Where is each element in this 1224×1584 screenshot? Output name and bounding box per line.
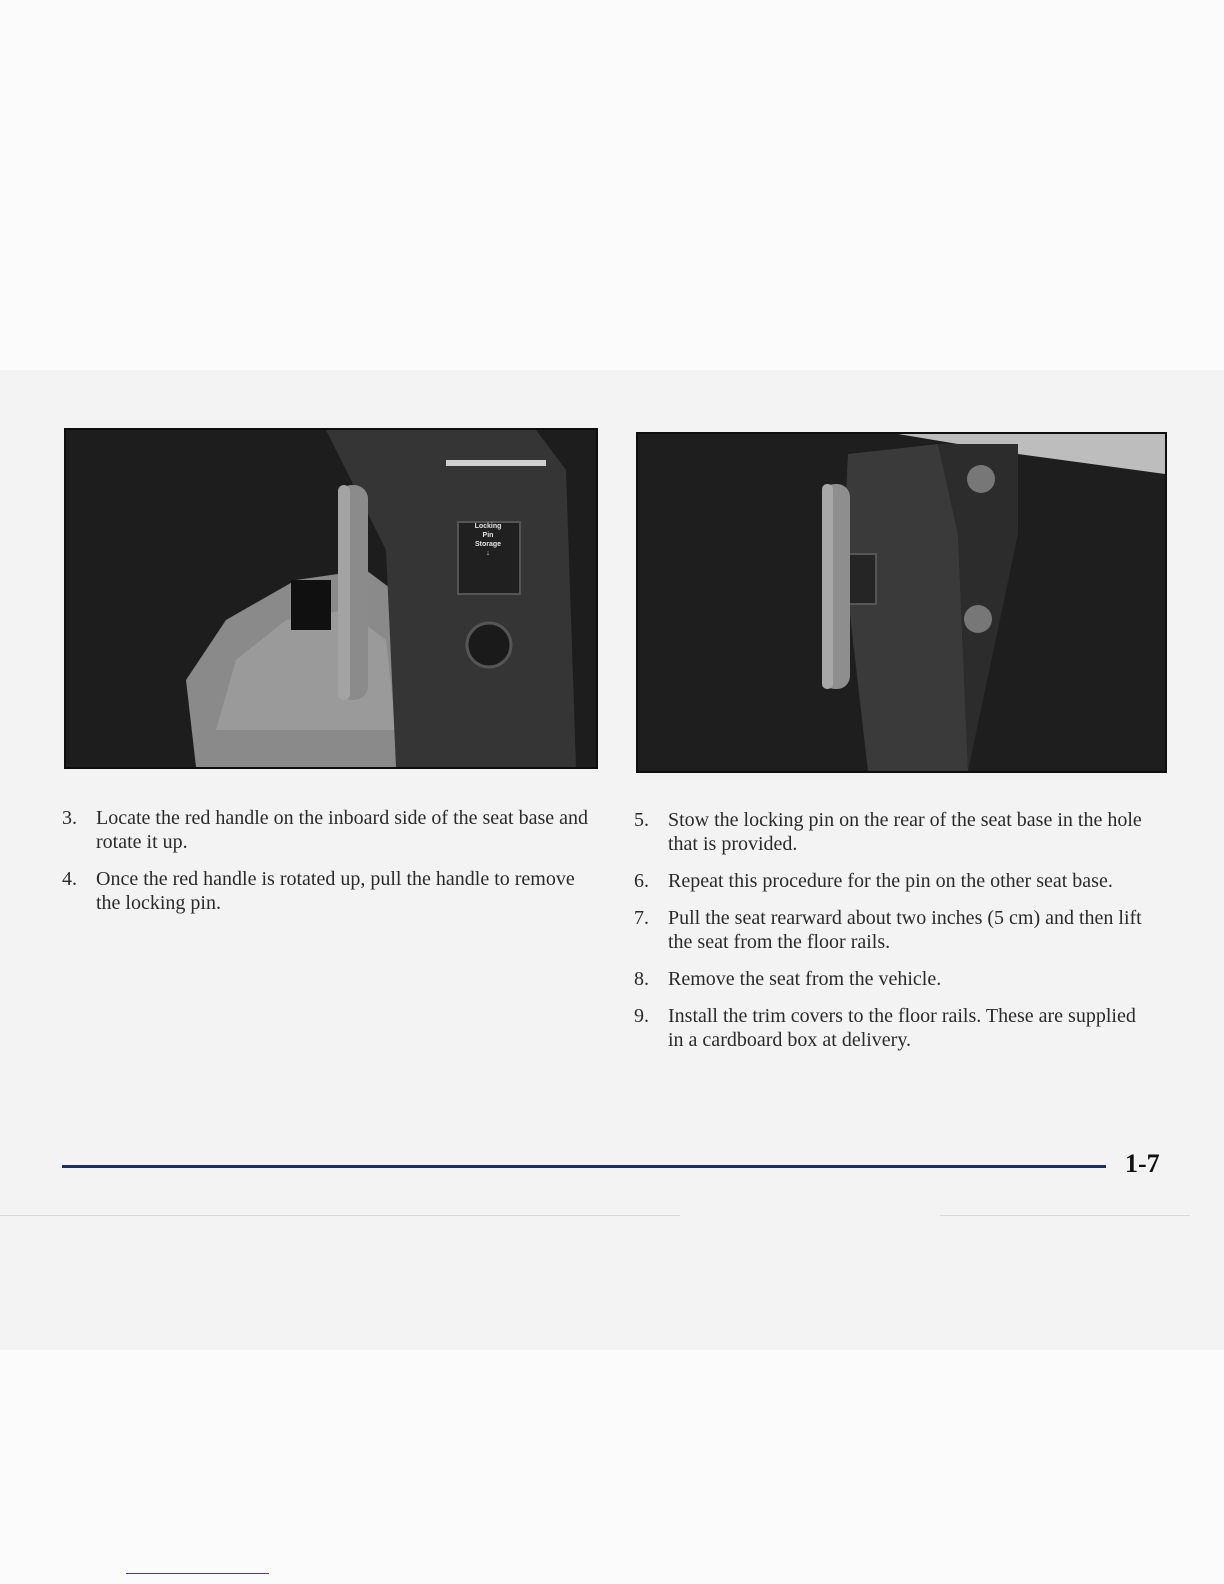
step-number: 5.: [634, 809, 649, 831]
locking-pin-storage-label: Locking Pin Storage ↓: [474, 523, 502, 557]
step-number: 4.: [62, 868, 77, 890]
footer-rule: [62, 1165, 1106, 1168]
list-item: [62, 806, 592, 854]
seat-handle-photo: [64, 428, 598, 769]
step-text: Stow the locking pin on the rear of the seat base in the hole that is provided.: [668, 809, 1142, 855]
list-item: [62, 867, 592, 915]
pin-stowed-photo: [636, 432, 1167, 773]
faint-divider: [0, 1215, 680, 1216]
step-number: 9.: [634, 1005, 649, 1027]
step-text: Install the trim covers to the floor rails. These are supplied in a cardboard box at delivery.: [668, 1005, 1136, 1051]
bottom-underline: [126, 1573, 269, 1574]
step-number: 3.: [62, 807, 77, 829]
step-number: 6.: [634, 870, 649, 892]
page-number: 1-7: [1125, 1149, 1160, 1178]
steps-right-list: [634, 808, 1154, 1065]
step-text: Locate the red handle on the inboard side of the seat base and rotate it up.: [96, 807, 589, 853]
list-item: [634, 808, 1154, 856]
list-item: [634, 1004, 1154, 1052]
list-item: [634, 906, 1154, 954]
faint-divider: [940, 1215, 1190, 1216]
list-item: [634, 967, 1154, 991]
steps-left-list: [62, 806, 592, 928]
list-item: [634, 869, 1154, 893]
step-text: Once the red handle is rotated up, pull the handle to remove the locking pin.: [96, 868, 575, 914]
step-number: 8.: [634, 968, 649, 990]
step-text: Repeat this procedure for the pin on the other seat base.: [668, 870, 1113, 892]
step-text: Remove the seat from the vehicle.: [668, 968, 942, 990]
step-number: 7.: [634, 907, 649, 929]
step-text: Pull the seat rearward about two inches (5 cm) and then lift the seat from the floor rails.: [668, 907, 1142, 953]
